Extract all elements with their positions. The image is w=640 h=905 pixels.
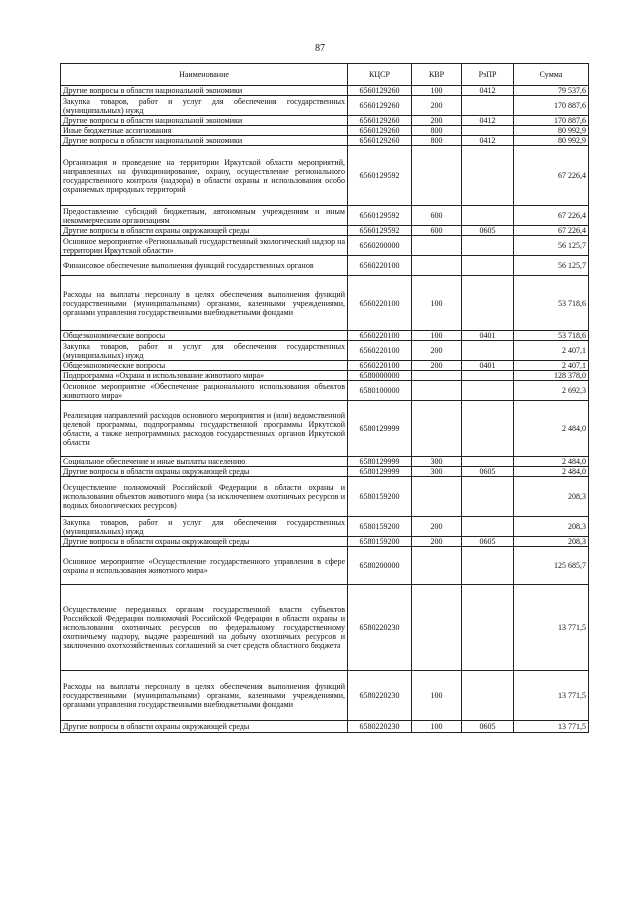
cell-summa: 67 226,4 [514, 206, 589, 226]
table-row [61, 276, 589, 331]
cell-name: Осуществление полномочий Российской Федерации в области охраны и использования объектов животного мира (за исключением охотничьих ресурсов и водных биологических ресурсов) [61, 477, 348, 517]
cell-summa: 67 226,4 [514, 146, 589, 206]
cell-name: Основное мероприятие «Обеспечение рационального использования объектов животного мира» [61, 381, 348, 401]
cell-kcsr: 6560129260 [348, 96, 412, 116]
cell-rzpr: 0401 [462, 331, 514, 341]
table-row [61, 585, 589, 671]
cell-kcsr: 6580129999 [348, 467, 412, 477]
cell-rzpr [462, 547, 514, 585]
table-row [61, 361, 589, 371]
cell-name: Осуществление переданных органам государственной власти субъектов Российской Федерации полномочий Российской Федерации в области охраны и использования охотничьих ресурсов по федеральному государственному охотничьему надзору, выдаче разрешений на добычу охотничьих ресурсов и заключению охотхозяйственных соглашений за счет средств областного бюджета [61, 585, 348, 671]
table-header [61, 64, 589, 86]
column-header-kcsr: КЦСР [348, 64, 412, 86]
cell-kcsr: 6560129592 [348, 206, 412, 226]
cell-summa: 80 992,9 [514, 136, 589, 146]
cell-summa: 56 125,7 [514, 256, 589, 276]
cell-name: Предоставление субсидий бюджетным, автономным учреждениям и иным некоммерческим организациям [61, 206, 348, 226]
cell-name: Расходы на выплаты персоналу в целях обеспечения выполнения функций государственными (муниципальными) органами, казенными учреждениями, органами управления государственными внебюджетными фондами [61, 276, 348, 331]
cell-summa: 13 771,5 [514, 671, 589, 721]
table-row [61, 381, 589, 401]
cell-kvr: 300 [412, 457, 462, 467]
cell-rzpr [462, 381, 514, 401]
cell-kvr: 100 [412, 86, 462, 96]
cell-name: Другие вопросы в области охраны окружающей среды [61, 467, 348, 477]
cell-name: Другие вопросы в области национальной экономики [61, 86, 348, 96]
cell-rzpr [462, 126, 514, 136]
cell-name: Иные бюджетные ассигнования [61, 126, 348, 136]
cell-kvr [412, 236, 462, 256]
cell-kvr: 800 [412, 136, 462, 146]
table-row [61, 226, 589, 236]
cell-kvr [412, 547, 462, 585]
cell-name: Организация и проведение на территории Иркутской области мероприятий, направленных на функционирование, охрану, осуществление регионального государственного контроля (надзора) в области охраны и использования особо охраняемых природных территорий [61, 146, 348, 206]
cell-rzpr [462, 477, 514, 517]
cell-name: Закупка товаров, работ и услуг для обеспечения государственных (муниципальных) нужд [61, 341, 348, 361]
cell-rzpr [462, 256, 514, 276]
cell-kcsr: 6580220230 [348, 671, 412, 721]
cell-kvr [412, 381, 462, 401]
header-row [61, 64, 589, 86]
cell-rzpr [462, 146, 514, 206]
cell-rzpr [462, 457, 514, 467]
cell-rzpr: 0605 [462, 537, 514, 547]
table-row [61, 401, 589, 457]
cell-name: Подпрограмма «Охрана и использование животного мира» [61, 371, 348, 381]
table-row [61, 96, 589, 116]
cell-kcsr: 6580159200 [348, 517, 412, 537]
cell-summa: 2 484,0 [514, 457, 589, 467]
cell-name: Социальное обеспечение и иные выплаты населению [61, 457, 348, 467]
cell-rzpr [462, 517, 514, 537]
cell-kvr: 200 [412, 116, 462, 126]
table-row [61, 371, 589, 381]
cell-name: Общеэкономические вопросы [61, 361, 348, 371]
cell-rzpr [462, 671, 514, 721]
cell-kvr: 100 [412, 331, 462, 341]
cell-kcsr: 6580159200 [348, 537, 412, 547]
cell-summa: 13 771,5 [514, 585, 589, 671]
cell-rzpr [462, 236, 514, 256]
column-header-name: Наименование [61, 64, 348, 86]
cell-summa: 2 484,0 [514, 467, 589, 477]
cell-rzpr: 0412 [462, 136, 514, 146]
cell-kvr: 600 [412, 206, 462, 226]
cell-kcsr: 6560129592 [348, 146, 412, 206]
cell-kvr [412, 146, 462, 206]
cell-name: Основное мероприятие «Осуществление государственного управления в сфере охраны и использования животного мира» [61, 547, 348, 585]
cell-kcsr: 6560129260 [348, 86, 412, 96]
cell-name: Другие вопросы в области охраны окружающей среды [61, 226, 348, 236]
cell-kcsr: 6560220100 [348, 331, 412, 341]
cell-name: Основное мероприятие «Региональный государственный экологический надзор на территории Иркутской области» [61, 236, 348, 256]
table-row [61, 721, 589, 733]
cell-name: Реализация направлений расходов основного мероприятия и (или) ведомственной целевой программы, подпрограммы государственной программы Иркутской области, а также непрограммных расходов государственных органов Иркутской области [61, 401, 348, 457]
cell-rzpr [462, 401, 514, 457]
cell-summa: 170 887,6 [514, 96, 589, 116]
cell-summa: 2 692,3 [514, 381, 589, 401]
cell-kvr [412, 477, 462, 517]
cell-name: Другие вопросы в области охраны окружающей среды [61, 721, 348, 733]
table-row [61, 136, 589, 146]
table-row [61, 146, 589, 206]
cell-kcsr: 6580159200 [348, 477, 412, 517]
cell-rzpr [462, 371, 514, 381]
cell-name: Расходы на выплаты персоналу в целях обеспечения выполнения функций государственными (муниципальными) органами, казенными учреждениями, органами управления государственными внебюджетными фондами [61, 671, 348, 721]
table-row [61, 331, 589, 341]
cell-kcsr: 6560129592 [348, 226, 412, 236]
table-row [61, 86, 589, 96]
cell-kcsr: 6560220100 [348, 256, 412, 276]
cell-name: Другие вопросы в области национальной экономики [61, 116, 348, 126]
table-row [61, 126, 589, 136]
table-row [61, 457, 589, 467]
cell-summa: 53 718,6 [514, 331, 589, 341]
cell-kvr: 100 [412, 721, 462, 733]
cell-summa: 128 378,0 [514, 371, 589, 381]
cell-name: Общеэкономические вопросы [61, 331, 348, 341]
column-header-rzpr: РзПР [462, 64, 514, 86]
cell-kcsr: 6580100000 [348, 381, 412, 401]
cell-summa: 53 718,6 [514, 276, 589, 331]
cell-kcsr: 6560220100 [348, 341, 412, 361]
cell-summa: 13 771,5 [514, 721, 589, 733]
cell-kvr: 200 [412, 341, 462, 361]
cell-summa: 2 484,0 [514, 401, 589, 457]
cell-name: Закупка товаров, работ и услуг для обеспечения государственных (муниципальных) нужд [61, 96, 348, 116]
cell-kvr: 200 [412, 361, 462, 371]
cell-summa: 2 407,1 [514, 361, 589, 371]
table-row [61, 256, 589, 276]
cell-kvr: 100 [412, 276, 462, 331]
cell-kvr [412, 256, 462, 276]
table-row [61, 116, 589, 126]
cell-rzpr: 0605 [462, 226, 514, 236]
table-row [61, 537, 589, 547]
cell-name: Закупка товаров, работ и услуг для обеспечения государственных (муниципальных) нужд [61, 517, 348, 537]
cell-kcsr: 6580200000 [348, 547, 412, 585]
cell-name: Другие вопросы в области охраны окружающей среды [61, 537, 348, 547]
cell-kcsr: 6560129260 [348, 136, 412, 146]
cell-rzpr: 0605 [462, 721, 514, 733]
cell-kcsr: 6560220100 [348, 361, 412, 371]
cell-rzpr: 0412 [462, 86, 514, 96]
cell-summa: 79 537,6 [514, 86, 589, 96]
cell-kvr: 100 [412, 671, 462, 721]
table-row [61, 671, 589, 721]
table-row [61, 547, 589, 585]
cell-summa: 125 685,7 [514, 547, 589, 585]
cell-kcsr: 6560129260 [348, 126, 412, 136]
column-header-summa: Сумма [514, 64, 589, 86]
column-header-kvr: КВР [412, 64, 462, 86]
cell-kvr: 600 [412, 226, 462, 236]
cell-kcsr: 6560220100 [348, 276, 412, 331]
table-body [61, 86, 589, 733]
cell-kcsr: 6580000000 [348, 371, 412, 381]
cell-summa: 80 992,9 [514, 126, 589, 136]
table-row [61, 236, 589, 256]
table-row [61, 341, 589, 361]
cell-rzpr [462, 206, 514, 226]
cell-name: Финансовое обеспечение выполнения функций государственных органов [61, 256, 348, 276]
cell-rzpr [462, 96, 514, 116]
cell-summa: 56 125,7 [514, 236, 589, 256]
cell-kvr: 800 [412, 126, 462, 136]
cell-kcsr: 6580129999 [348, 401, 412, 457]
cell-kvr [412, 401, 462, 457]
table-row [61, 517, 589, 537]
cell-kvr: 300 [412, 467, 462, 477]
cell-kcsr: 6560200000 [348, 236, 412, 256]
cell-summa: 208,3 [514, 537, 589, 547]
table-row [61, 467, 589, 477]
cell-rzpr: 0412 [462, 116, 514, 126]
cell-name: Другие вопросы в области национальной экономики [61, 136, 348, 146]
cell-kcsr: 6580129999 [348, 457, 412, 467]
cell-summa: 208,3 [514, 517, 589, 537]
cell-kcsr: 6560129260 [348, 116, 412, 126]
cell-kvr: 200 [412, 517, 462, 537]
cell-summa: 2 407,1 [514, 341, 589, 361]
cell-kvr [412, 585, 462, 671]
page-number: 87 [315, 43, 325, 54]
cell-rzpr [462, 276, 514, 331]
table-row [61, 477, 589, 517]
budget-table [60, 63, 589, 733]
cell-summa: 208,3 [514, 477, 589, 517]
cell-summa: 67 226,4 [514, 226, 589, 236]
table-row [61, 206, 589, 226]
cell-kvr: 200 [412, 96, 462, 116]
cell-kcsr: 6580220230 [348, 585, 412, 671]
cell-kvr [412, 371, 462, 381]
cell-rzpr: 0605 [462, 467, 514, 477]
cell-kcsr: 6580220230 [348, 721, 412, 733]
cell-rzpr: 0401 [462, 361, 514, 371]
cell-rzpr [462, 341, 514, 361]
cell-summa: 170 887,6 [514, 116, 589, 126]
cell-rzpr [462, 585, 514, 671]
cell-kvr: 200 [412, 537, 462, 547]
